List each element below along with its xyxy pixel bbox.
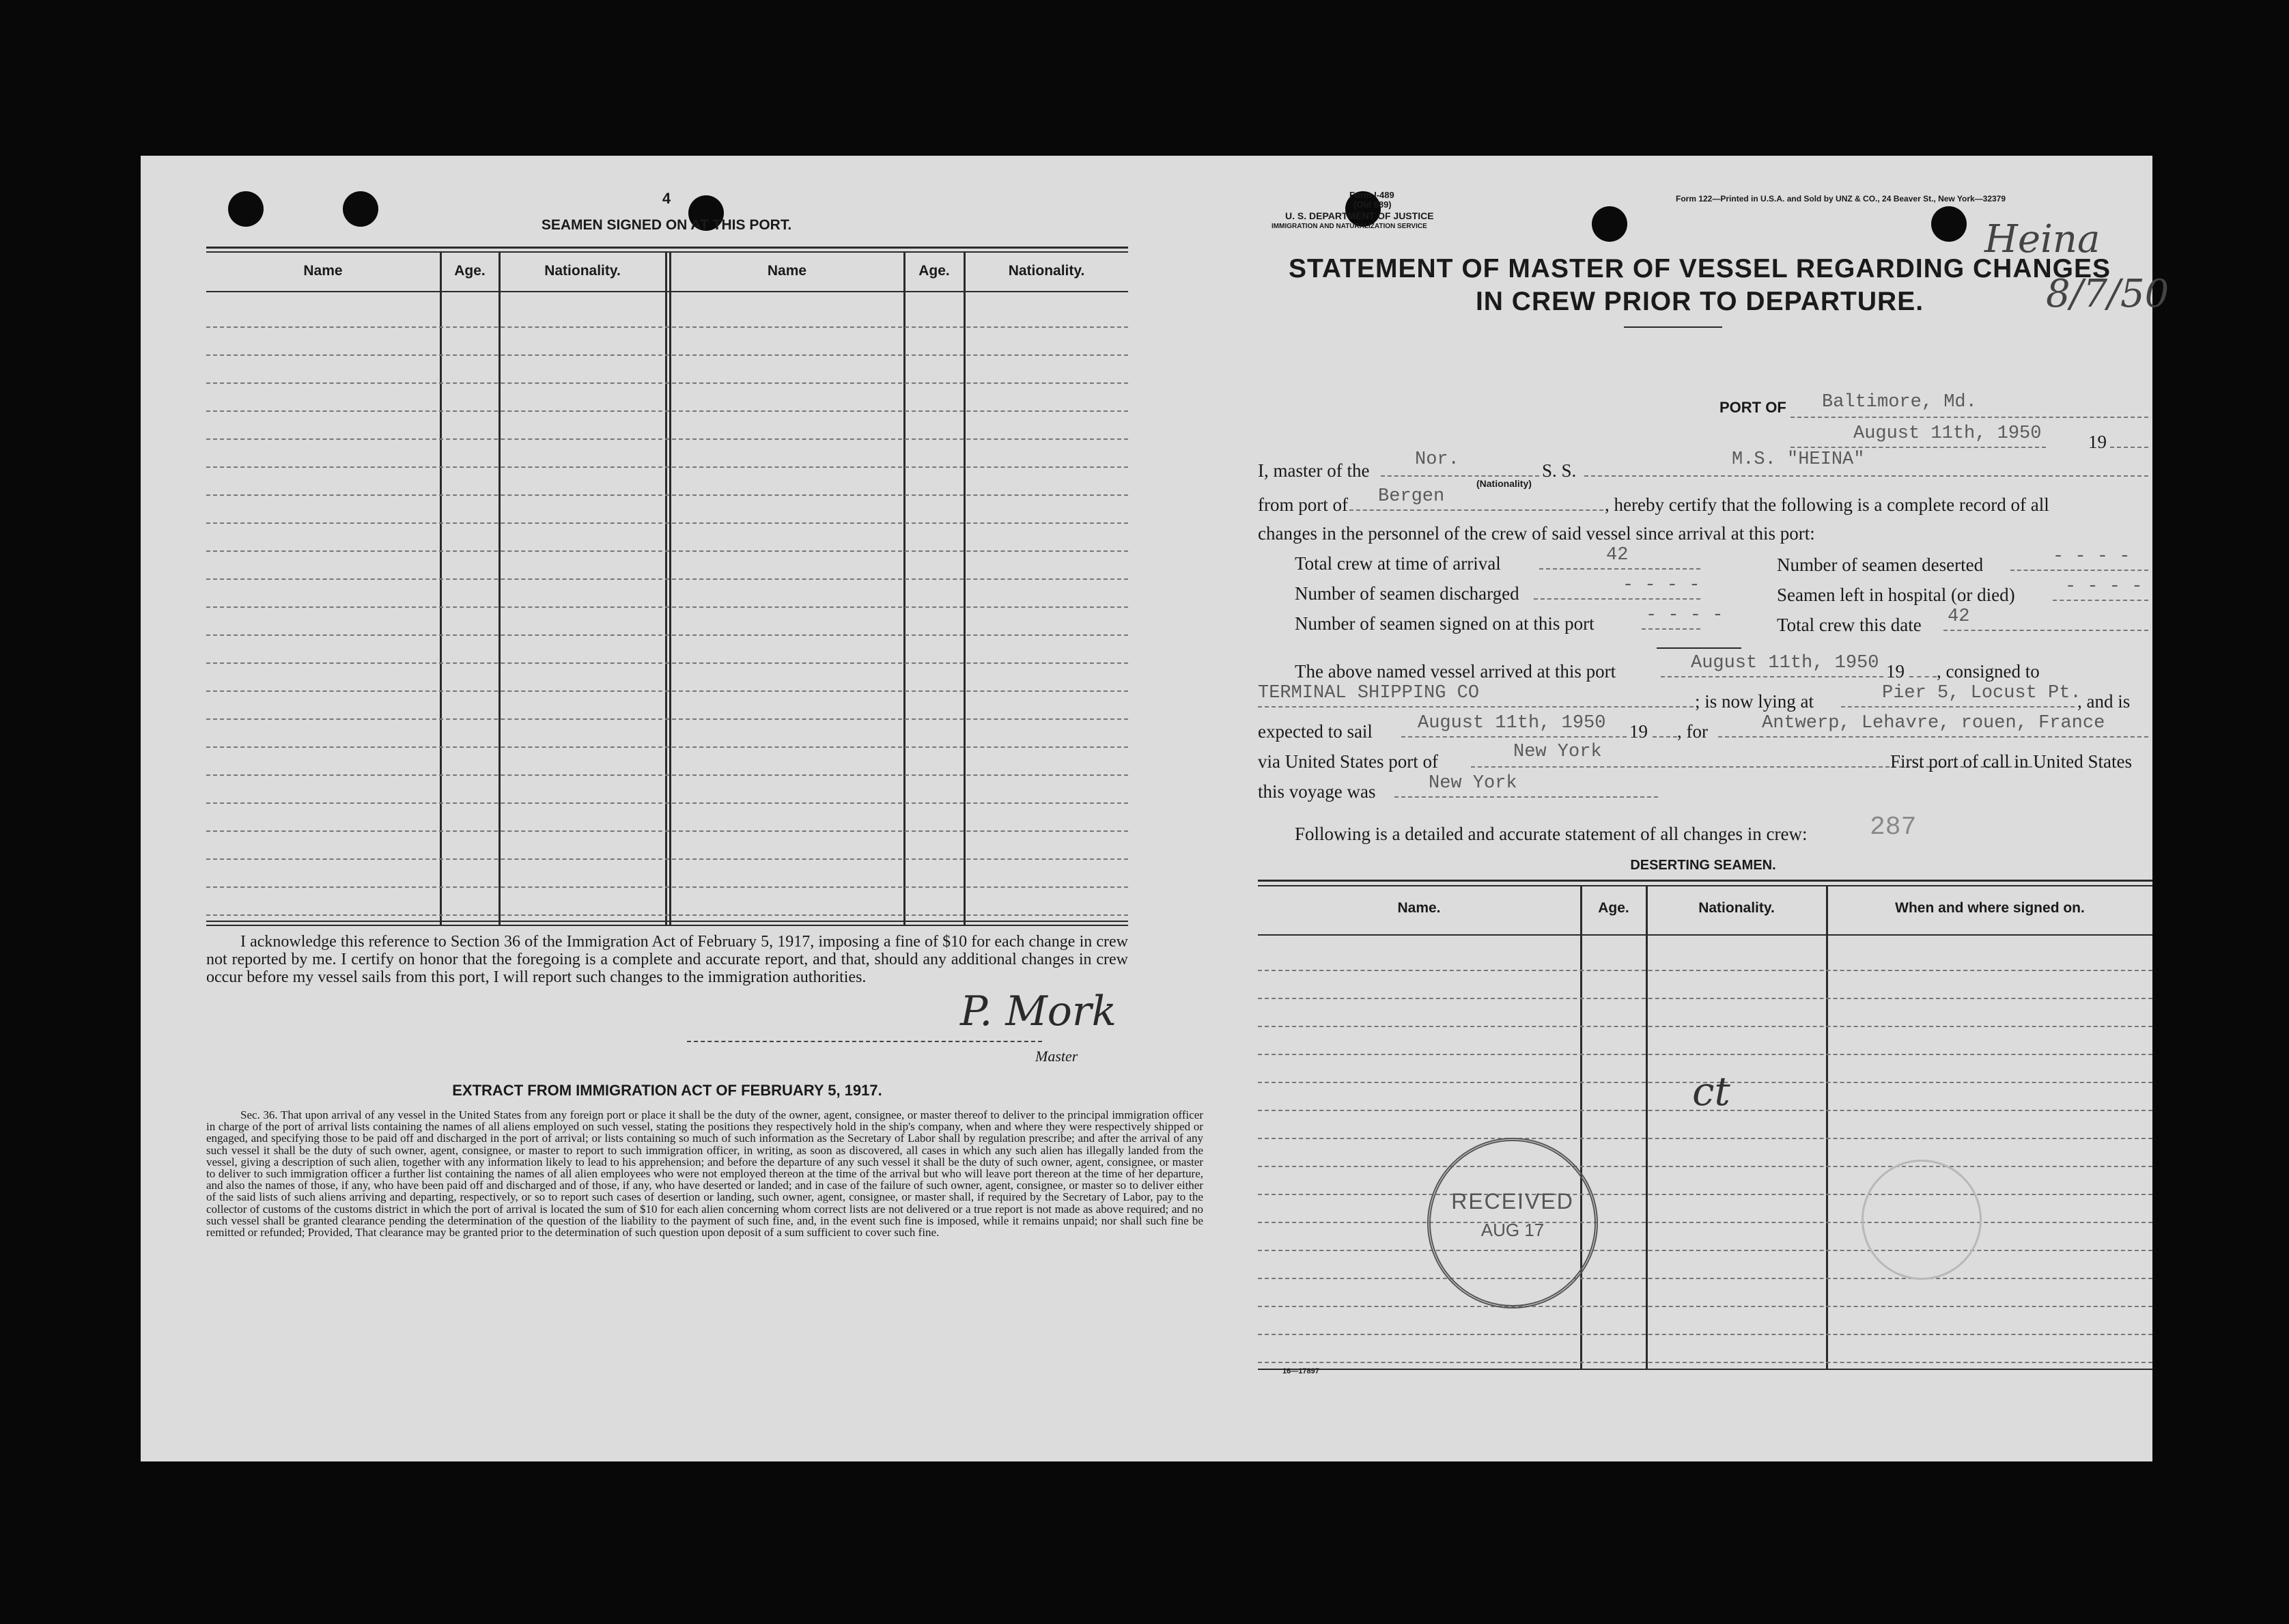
printer-line: Form 122—Printed in U.S.A. and Sold by UNZ & CO., 24 Beaver St., New York—32379	[1676, 194, 2006, 204]
sail-line	[1401, 736, 1627, 738]
port-of-label: PORT OF	[1719, 399, 1786, 416]
deserted-label: Number of seamen deserted	[1777, 555, 1984, 575]
from-port-value: Bergen	[1378, 486, 1445, 507]
signature-line	[687, 1041, 1042, 1042]
discharged-label: Number of seamen discharged	[1295, 583, 1519, 604]
handwritten-vessel-name: Heina	[1984, 217, 2101, 262]
table-column-divider	[440, 251, 442, 925]
table-column-divider	[903, 251, 905, 925]
hospital-label: Seamen left in hospital (or died)	[1777, 585, 2015, 605]
table-row-rule	[1258, 1138, 2152, 1139]
table-column-divider	[665, 251, 667, 925]
table-row-rule	[1258, 1054, 2152, 1055]
document-sheet	[141, 156, 2169, 1461]
stamp-text: RECEIVED	[1451, 1189, 1574, 1214]
destination-line	[1718, 736, 2148, 738]
table-row-rule	[1258, 1250, 2152, 1251]
punch-hole	[1592, 206, 1627, 242]
table-row-rule	[206, 522, 1128, 524]
section-rule	[1657, 647, 1741, 649]
punch-hole	[343, 191, 378, 227]
table-row-rule	[1258, 998, 2152, 999]
table-row-rule	[1258, 1306, 2152, 1307]
table-row-rule	[206, 466, 1128, 468]
left-page-number: 4	[662, 190, 671, 207]
col-header-name: Name	[767, 263, 807, 279]
col-header-nationality: Nationality.	[1008, 263, 1085, 279]
table-row-rule	[206, 634, 1128, 636]
col-header-nationality: Nationality.	[544, 263, 621, 279]
table-row-rule	[1258, 1222, 2152, 1223]
table-row-rule	[206, 326, 1128, 328]
form-old: (Old 689)	[1353, 199, 1392, 210]
expected-label: expected to sail	[1258, 721, 1373, 742]
handwritten-checkmark: ct	[1692, 1068, 1730, 1115]
lying-line	[1841, 706, 2075, 708]
table-row-rule	[206, 774, 1128, 776]
from-port-line	[1349, 509, 1603, 511]
form-title-line: IN CREW PRIOR TO DEPARTURE.	[1475, 287, 1924, 316]
signed-on-label: Number of seamen signed on at this port	[1295, 613, 1595, 634]
nationality-line	[1381, 475, 1539, 477]
master-of-label: I, master of the	[1258, 460, 1370, 481]
year-prefix: 19	[2088, 432, 2107, 452]
form-title-line: STATEMENT OF MASTER OF VESSEL REGARDING CHANGES	[1288, 254, 2111, 283]
total-crew-date-label: Total crew this date	[1777, 615, 1922, 635]
table-row-rule	[206, 690, 1128, 692]
col-header-age: Age.	[1598, 900, 1629, 916]
col-header-age: Age.	[918, 263, 950, 279]
stamp-number: 287	[1870, 813, 1917, 842]
footer-code: 16—17897	[1282, 1367, 1319, 1375]
ss-label: S. S.	[1542, 460, 1577, 481]
table-row-rule	[206, 662, 1128, 664]
table-row-rule	[206, 354, 1128, 356]
table-row-rule	[206, 886, 1128, 888]
stamp-date: AUG 17	[1480, 1220, 1545, 1240]
table-header-rule	[1258, 934, 2152, 936]
extract-text: Sec. 36. That upon arrival of any vessel in the United States from any foreign port or place it shall be the duty of the owner, agent, consignee, or master thereof to deliver to the principal immigration officer in charge of the port of arrival lists containing the names of all aliens employed on such vessel, stating the positions they respectively hold in the ship's company, when and where they were respectively shipped or engaged, and specifying those to be paid off and discharged in the port of arrival; or lists containing so much of such information as the Secretary of Labor shall by regulation prescribe; and after the arrival of any such vessel it shall be the duty of such owner, agent, consignee, or master to report to such immigration officer, in writing, as soon as discovered, all cases in which any such alien has illegally landed from the vessel, giving a description of such alien, together with any information likely to lead to his apprehension; and before the departure of any such vessel it shall be the duty of such owner, agent, consignee, or master to deliver to such immigration officer a further list containing the names of all alien employees who were not employed thereon at the time of the arrival but who will leave port thereon at the time of her departure, and also the names of those, if any, who have been paid off and discharged and of those, if any, who have deserted or landed; and in case of the failure of such owner, agent, consignee, or master so to deliver either of the said lists of such aliens arriving and departing, respectively, or so to report such cases of desertion or landing, such owner, agent, consignee, or master shall, if required by the Secretary of Labor, pay to the collector of customs of the customs district in which the port of arrival is located the sum of $10 for each alien concerning whom correct lists are not delivered or a true report is not made as above required; and no such vessel shall be granted clearance pending the determination of the question of the liability to the payment of such fine, and, in the event such fine is imposed, while it remains unpaid; nor shall such fine be remitted or refunded; Provided, That clearance may be granted prior to the determination of such question upon deposit of a sum sufficient to cover such fine.	[206, 1108, 1203, 1240]
table-row-rule	[1258, 1026, 2152, 1027]
table-bottom-rule	[206, 921, 1128, 922]
table-row-rule	[1258, 1362, 2152, 1363]
year-prefix: 19	[1886, 661, 1905, 682]
and-is-label: , and is	[2077, 691, 2131, 712]
table-bottom-rule	[1258, 1369, 2152, 1370]
table-column-divider	[498, 251, 501, 925]
table-row-rule	[206, 802, 1128, 804]
table-header-rule	[206, 291, 1128, 292]
this-voyage-label: this voyage was	[1258, 781, 1376, 802]
changes-text: changes in the personnel of the crew of said vessel since arrival at this port:	[1258, 523, 1815, 544]
sail-value: August 11th, 1950	[1418, 713, 1606, 733]
total-crew-arrival-line	[1539, 568, 1700, 570]
table-column-divider	[1580, 885, 1582, 1369]
table-top-rule	[206, 251, 1128, 253]
extract-title: EXTRACT FROM IMMIGRATION ACT OF FEBRUARY 5, 1917.	[452, 1082, 882, 1099]
discharged-value: - - - -	[1623, 575, 1700, 596]
year-line	[2110, 447, 2148, 448]
table-row-rule	[206, 830, 1128, 832]
table-row-rule	[1258, 1278, 2152, 1279]
first-port-value: New York	[1429, 773, 1517, 794]
left-page-heading: SEAMEN SIGNED ON AT THIS PORT.	[541, 217, 792, 233]
year-line	[1909, 676, 1937, 677]
col-header-name: Name.	[1397, 900, 1441, 916]
lying-label: ; is now lying at	[1695, 691, 1814, 712]
certify-text: , hereby certify that the following is a complete record of all	[1605, 494, 2049, 515]
nationality-caption: (Nationality)	[1476, 478, 1532, 489]
arrived-label: The above named vessel arrived at this port	[1295, 661, 1616, 682]
handwritten-date: 8/7/50	[2046, 272, 2169, 316]
table-row-rule	[206, 382, 1128, 384]
dept-line: U. S. DEPARTMENT OF JUSTICE	[1285, 210, 1434, 221]
title-underline	[1624, 326, 1722, 328]
total-crew-date-value: 42	[1948, 606, 1970, 627]
year-line	[1653, 736, 1677, 738]
table-top-rule	[206, 247, 1128, 249]
via-value: New York	[1513, 742, 1602, 762]
table-row-rule	[206, 858, 1128, 860]
table-top-rule	[1258, 885, 2152, 886]
punch-hole	[228, 191, 264, 227]
col-header-signed-on: When and where signed on.	[1895, 900, 2085, 916]
col-header-nationality: Nationality.	[1698, 900, 1775, 916]
via-label: via United States port of	[1258, 751, 1438, 772]
punch-hole	[1931, 206, 1967, 242]
deserted-line	[2010, 570, 2148, 571]
consigned-label: , consigned to	[1937, 661, 2040, 682]
table-column-divider	[1646, 885, 1648, 1369]
table-row-rule	[206, 914, 1128, 916]
signed-on-value: - - - -	[1646, 605, 1724, 626]
date-line	[1791, 447, 2046, 448]
acknowledgement-text: I acknowledge this reference to Section 36 of the Immigration Act of February 5, 1917, imposing a fine of $10 for each change in crew not reported by me. I certify on honor that the foregoing is a complete and accurate report, and that, should any additional changes in crew occur before my vessel sails from this port, I will report such changes to the immigration authorities.	[206, 933, 1128, 986]
following-text: Following is a detailed and accurate statement of all changes in crew:	[1295, 824, 1808, 844]
lying-value: Pier 5, Locust Pt.	[1882, 683, 2081, 703]
table-row-rule	[206, 410, 1128, 412]
received-stamp	[1427, 1138, 1598, 1308]
signed-on-line	[1642, 628, 1700, 630]
port-of-value: Baltimore, Md.	[1822, 392, 1977, 412]
vessel-value: M.S. "HEINA"	[1732, 449, 1865, 470]
master-label: Master	[1035, 1048, 1078, 1065]
faded-stamp	[1862, 1160, 1982, 1280]
deserting-heading: DESERTING SEAMEN.	[1630, 858, 1776, 873]
consignee-value: TERMINAL SHIPPING CO	[1258, 683, 1480, 703]
table-row-rule	[1258, 1166, 2152, 1167]
table-row-rule	[1258, 1194, 2152, 1195]
first-port-label: First port of call in United States	[1890, 751, 2132, 772]
table-top-rule	[1258, 880, 2152, 882]
master-signature: P. Mork	[960, 988, 1117, 1035]
table-row-rule	[1258, 1334, 2152, 1335]
table-row-rule	[206, 550, 1128, 552]
deserted-value: - - - -	[2053, 546, 2131, 567]
dept-line: IMMIGRATION AND NATURALIZATION SERVICE	[1272, 223, 1427, 230]
table-row-rule	[206, 494, 1128, 496]
for-label: , for	[1677, 721, 1708, 742]
vessel-line	[1584, 475, 2148, 477]
form-title	[1247, 253, 2152, 318]
table-row-rule	[206, 746, 1128, 748]
consignee-line	[1258, 706, 1694, 708]
total-crew-date-line	[1943, 630, 2148, 631]
nationality-value: Nor.	[1415, 449, 1459, 470]
port-of-line	[1791, 417, 2148, 418]
discharged-line	[1534, 598, 1700, 600]
first-port-line	[1394, 796, 1658, 798]
table-column-divider	[1826, 885, 1828, 1369]
from-port-label: from port of	[1258, 494, 1348, 515]
table-row-rule	[206, 718, 1128, 720]
destination-value: Antwerp, Lehavre, rouen, France	[1762, 713, 2105, 733]
table-column-divider	[964, 251, 966, 925]
hospital-line	[2053, 600, 2148, 601]
form-id: Form I-489	[1349, 190, 1394, 200]
table-bottom-rule	[206, 925, 1128, 926]
table-row-rule	[206, 606, 1128, 608]
date-value: August 11th, 1950	[1853, 423, 2042, 444]
col-header-name: Name	[303, 263, 343, 279]
col-header-age: Age.	[454, 263, 486, 279]
table-column-divider	[669, 251, 671, 925]
year-prefix: 19	[1629, 721, 1648, 742]
total-crew-arrival-label: Total crew at time of arrival	[1295, 553, 1501, 574]
arrived-line	[1661, 676, 1883, 677]
table-row-rule	[206, 438, 1128, 440]
hospital-value: - - - -	[2065, 576, 2143, 597]
table-row-rule	[1258, 970, 2152, 971]
table-row-rule	[206, 578, 1128, 580]
arrived-value: August 11th, 1950	[1691, 653, 1879, 673]
total-crew-arrival-value: 42	[1606, 545, 1629, 565]
